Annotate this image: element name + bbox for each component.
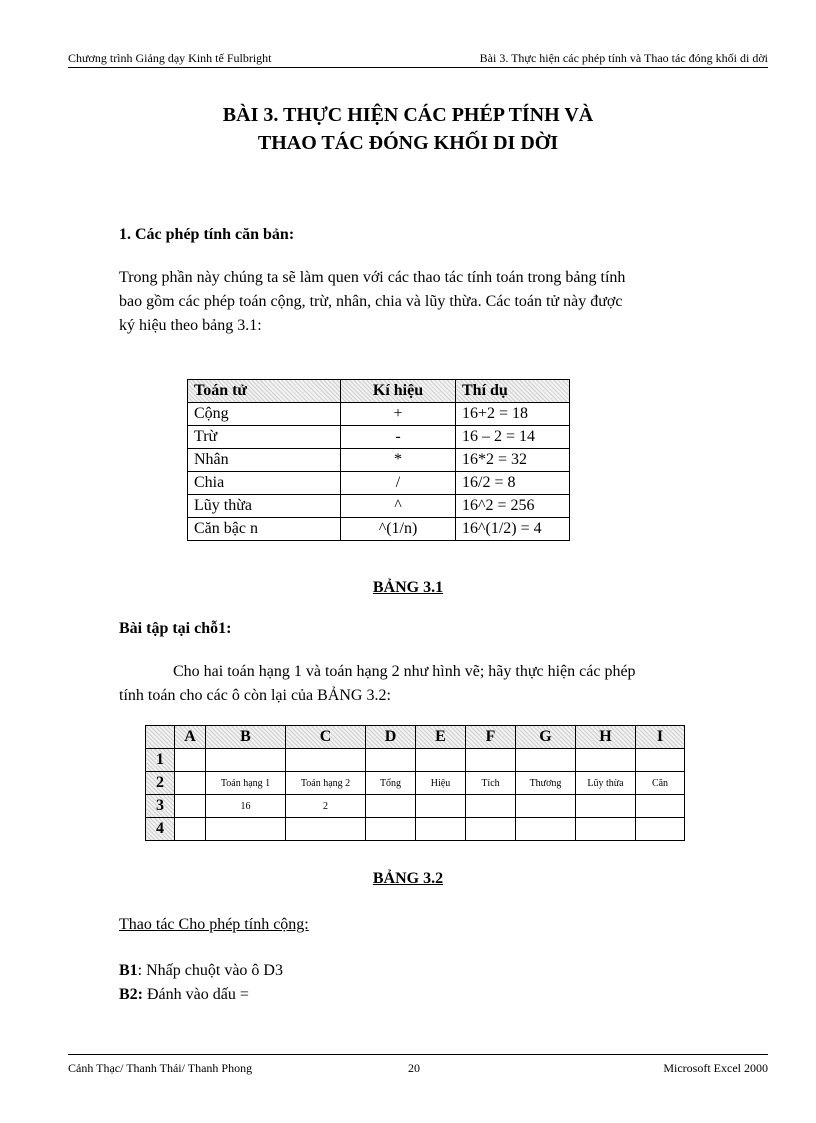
exercise-heading: Bài tập tại chỗ1: [119,620,232,637]
symbol-cell: ^ [341,495,456,518]
intro-line-1: Trong phần này chúng ta sẽ làm quen với các thao tác tính toán trong bảng tính [119,269,626,286]
header-right: Bài 3. Thực hiện các phép tính và Thao tác đóng khối di dời [479,51,768,65]
grid-cell [516,795,576,818]
footer-product: Microsoft Excel 2000 [663,1061,768,1075]
grid-cell [416,818,466,841]
grid-cell [466,749,516,772]
grid-row-1 [146,749,685,772]
grid-row-3 [146,795,685,818]
table-row [188,426,570,449]
exercise-line-2: tính toán cho các ô còn lại của BẢNG 3.2: [119,687,391,704]
row-header-4: 4 [146,818,175,841]
symbol-cell: ^(1/n) [341,518,456,541]
grid-column-header-row [146,726,685,749]
column-header-b: B [206,726,286,749]
page-header [68,49,768,68]
step-2 [119,986,249,1004]
example-cell: 16 – 2 = 14 [456,426,570,449]
column-header-g: G [516,726,576,749]
example-cell: 16+2 = 18 [456,403,570,426]
row-header-1: 1 [146,749,175,772]
column-header-f: F [466,726,516,749]
grid-cell [366,795,416,818]
step-2-label: B2: [119,986,143,1003]
column-header-i: I [636,726,685,749]
example-cell: 16*2 = 32 [456,449,570,472]
symbol-cell: + [341,403,456,426]
column-header-c: C [286,726,366,749]
intro-line-3: ký hiệu theo bảng 3.1: [119,317,262,334]
step-2-text: Đánh vào dấu = [143,986,249,1003]
step-1 [119,962,283,980]
operator-cell: Nhân [188,449,341,472]
operator-cell: Chia [188,472,341,495]
symbol-cell: * [341,449,456,472]
grid-cell [175,818,206,841]
column-header-h: H [576,726,636,749]
table-caption-3-1: BẢNG 3.1 [372,579,444,596]
operator-cell: Trừ [188,426,341,449]
intro-paragraph [119,266,717,338]
table-row [188,495,570,518]
grid-cell [636,749,685,772]
grid-row-4 [146,818,685,841]
grid-cell [206,749,286,772]
header-left: Chương trình Giảng dạy Kinh tế Fulbright [68,51,272,65]
row-header-2: 2 [146,772,175,795]
procedure-heading: Thao tác Cho phép tính cộng: [119,916,309,933]
col-header-operator: Toán tử [188,380,341,403]
grid-cell: Tích [466,772,516,795]
grid-cell [416,795,466,818]
example-cell: 16^(1/2) = 4 [456,518,570,541]
operators-table [187,379,570,541]
page-number: 20 [408,1061,420,1075]
section-heading: 1. Các phép tính căn bản: [119,226,295,243]
grid-cell [366,818,416,841]
operator-cell: Cộng [188,403,341,426]
grid-cell [206,818,286,841]
table-row [188,449,570,472]
grid-cell [516,749,576,772]
column-header-e: E [416,726,466,749]
exercise-line-1: Cho hai toán hạng 1 và toán hạng 2 như hình vẽ; hãy thực hiện các phép [173,663,636,680]
exercise-paragraph [119,660,717,708]
example-cell: 16^2 = 256 [456,495,570,518]
grid-cell [466,795,516,818]
grid-cell [636,795,685,818]
col-header-symbol: Kí hiệu [341,380,456,403]
grid-cell: Lũy thừa [576,772,636,795]
grid-cell [175,772,206,795]
page-footer [68,1054,768,1075]
column-header-a: A [175,726,206,749]
grid-cell [366,749,416,772]
grid-cell [576,749,636,772]
spreadsheet-grid [145,725,685,841]
table-row [188,472,570,495]
symbol-cell: - [341,426,456,449]
grid-cell: Tổng [366,772,416,795]
grid-cell [175,795,206,818]
table-row [188,518,570,541]
step-1-text: : Nhấp chuột vào ô D3 [137,962,283,979]
column-header-d: D [366,726,416,749]
symbol-cell: / [341,472,456,495]
grid-cell [175,749,206,772]
grid-cell [466,818,516,841]
grid-cell [636,818,685,841]
grid-cell [516,818,576,841]
grid-cell [286,749,366,772]
page-title [0,101,816,157]
footer-authors: Cảnh Thạc/ Thanh Thái/ Thanh Phong [68,1061,253,1075]
col-header-example: Thí dụ [456,380,570,403]
grid-cell: Căn [636,772,685,795]
grid-cell: 2 [286,795,366,818]
title-line-1: BÀI 3. THỰC HIỆN CÁC PHÉP TÍNH VÀ [222,104,594,126]
title-line-2: THAO TÁC ĐÓNG KHỐI DI DỜI [257,132,559,154]
grid-cell [286,818,366,841]
grid-cell: 16 [206,795,286,818]
grid-cell: Hiệu [416,772,466,795]
grid-cell [416,749,466,772]
grid-corner-cell [146,726,175,749]
row-header-3: 3 [146,795,175,818]
step-1-label: B1 [119,962,138,979]
grid-row-2 [146,772,685,795]
table-row [188,403,570,426]
grid-cell [576,795,636,818]
intro-line-2: bao gồm các phép toán cộng, trừ, nhân, chia và lũy thừa. Các toán tử này được [119,293,623,310]
grid-cell: Toán hạng 2 [286,772,366,795]
operator-cell: Căn bậc n [188,518,341,541]
operator-cell: Lũy thừa [188,495,341,518]
grid-cell [576,818,636,841]
table-header-row [188,380,570,403]
grid-cell: Toán hạng 1 [206,772,286,795]
table-caption-3-2: BẢNG 3.2 [372,870,444,887]
grid-cell: Thương [516,772,576,795]
example-cell: 16/2 = 8 [456,472,570,495]
